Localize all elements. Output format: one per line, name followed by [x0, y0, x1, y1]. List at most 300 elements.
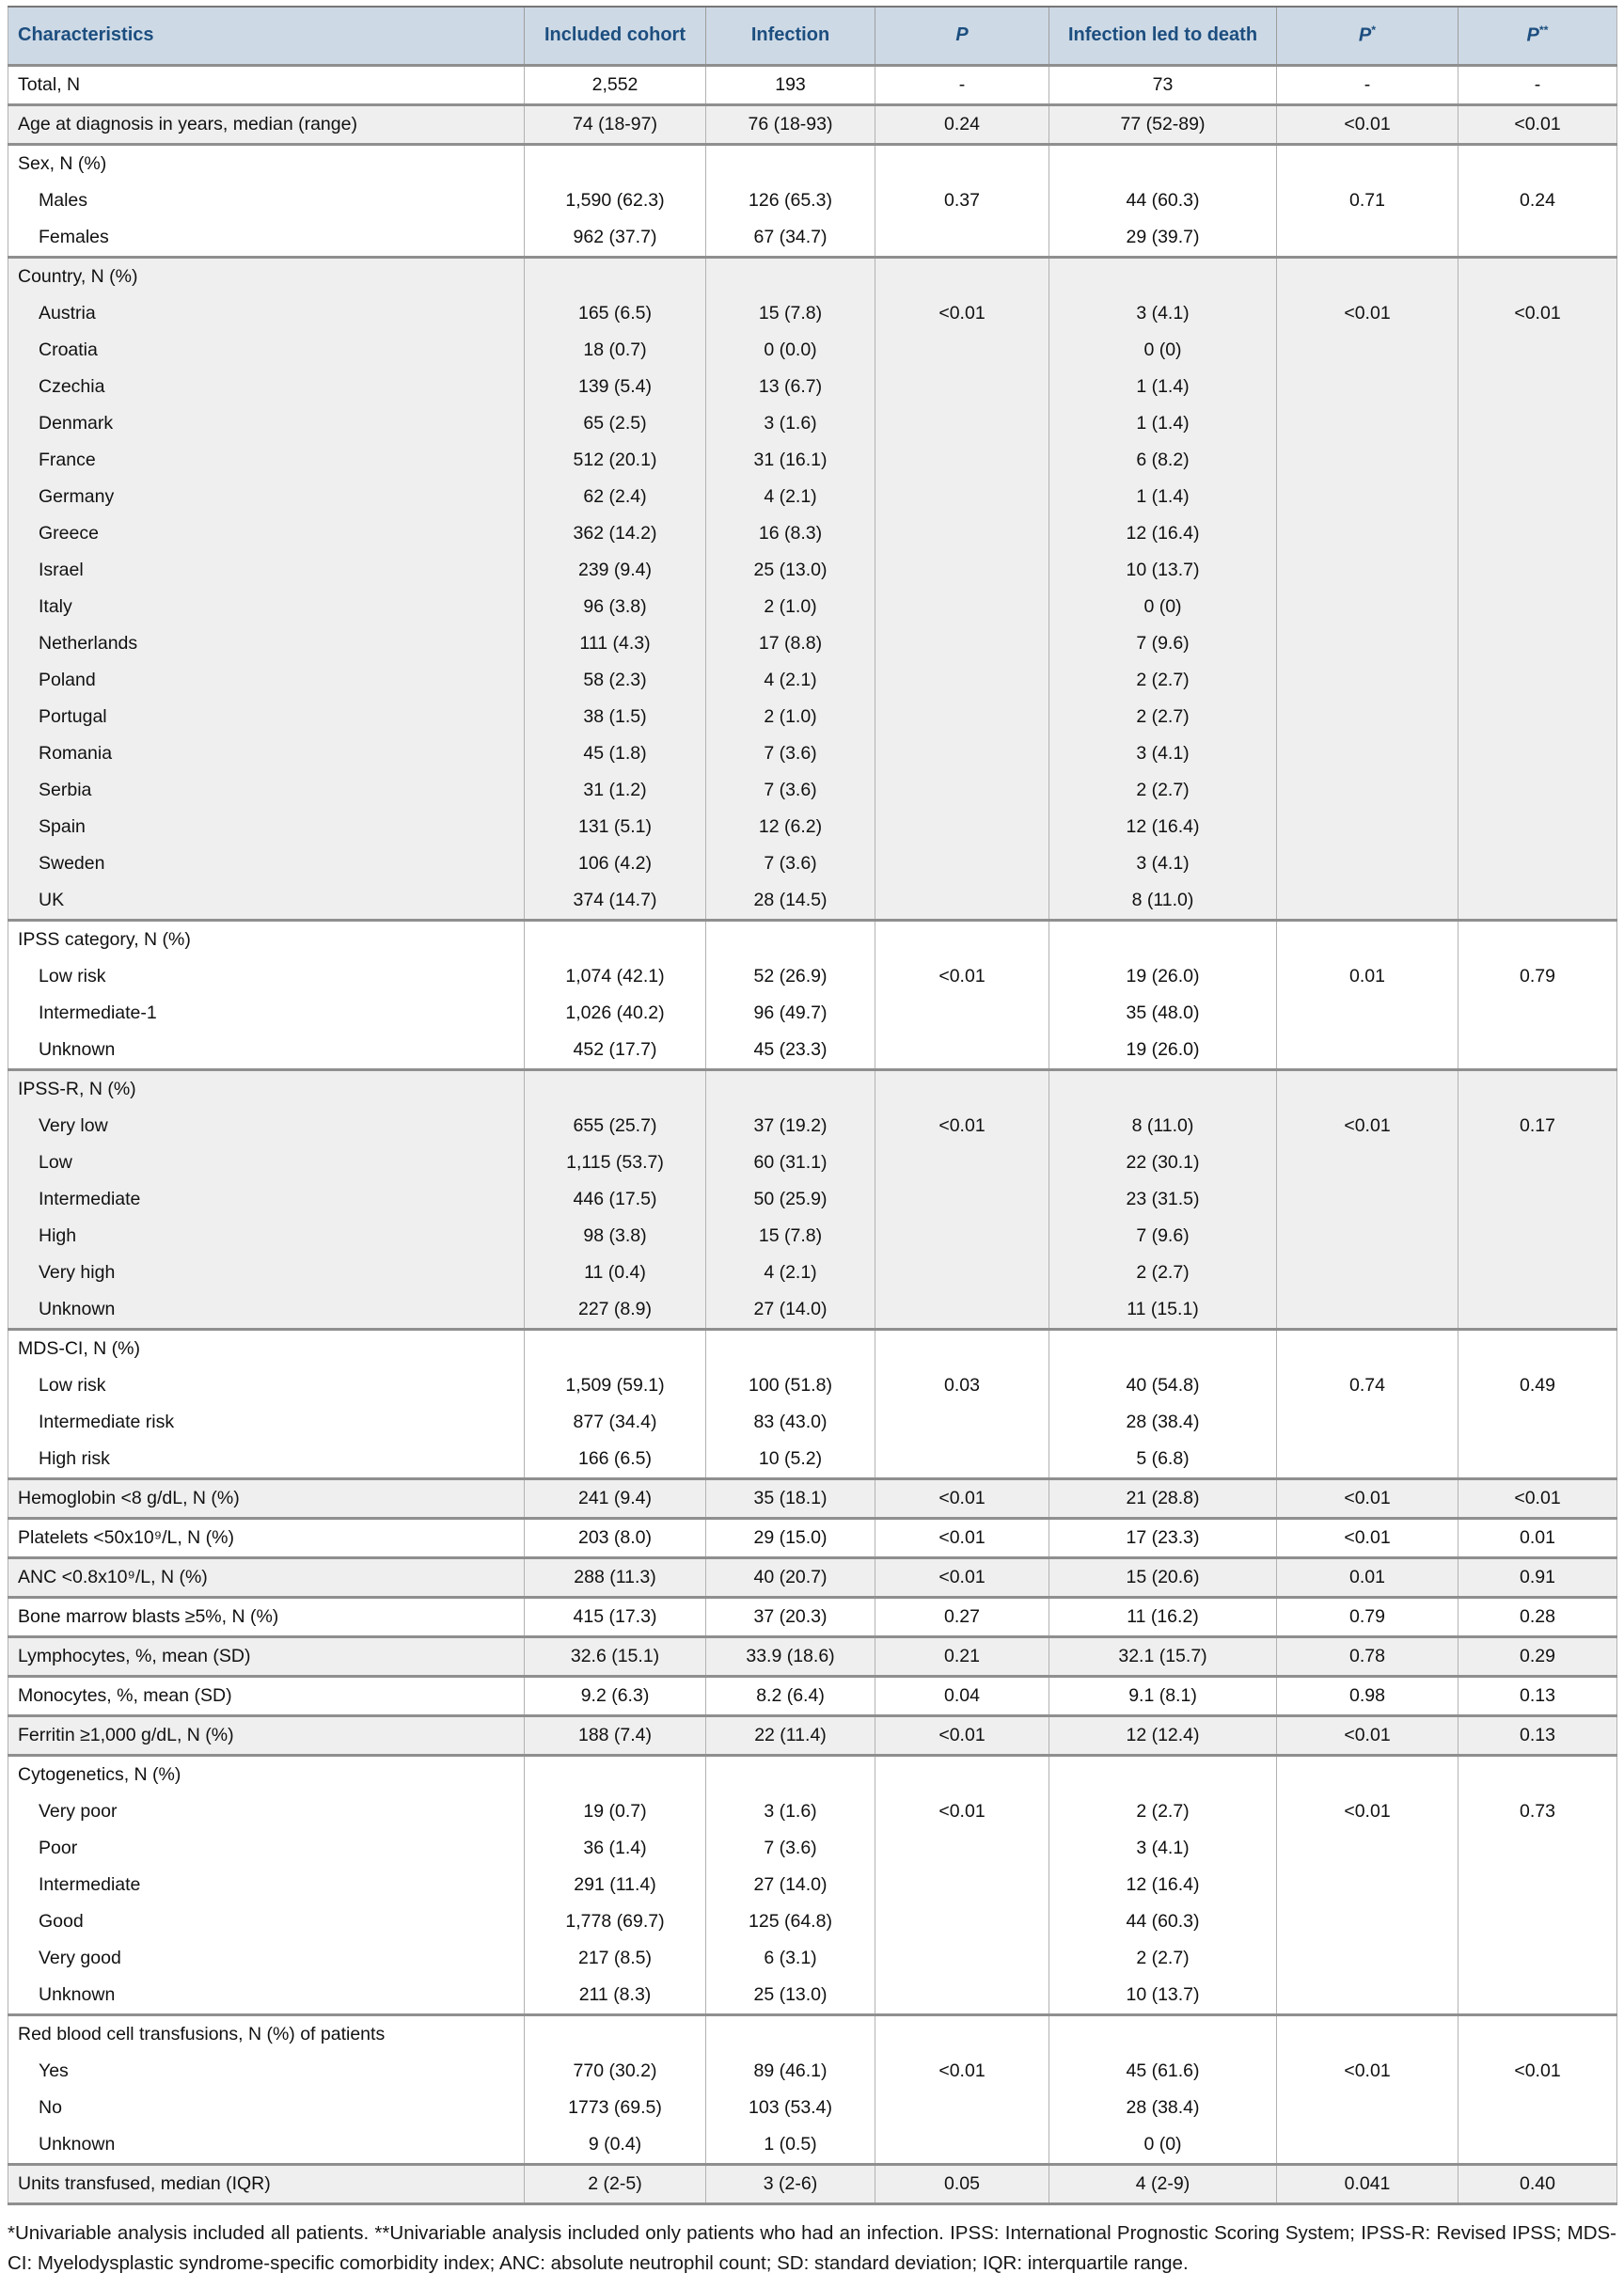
row-label: Very poor: [39, 1800, 118, 1822]
cell-value: 6 (8.2): [1049, 442, 1277, 479]
row-label: ANC <0.8x10⁹/L, N (%): [8, 1558, 525, 1598]
row-label: Israel: [8, 552, 525, 589]
table-row: [8, 882, 1617, 921]
row-label: Portugal: [8, 699, 525, 735]
cell-value: 32.1 (15.7): [1049, 1637, 1277, 1677]
cell-value: 0.01: [1277, 958, 1458, 995]
table-row: [8, 1756, 1617, 1794]
cell-value: [1458, 1181, 1617, 1218]
cell-value: 0.78: [1277, 1637, 1458, 1677]
table-row: [8, 405, 1617, 442]
cell-value: [875, 1940, 1049, 1977]
cell-value: [875, 1756, 1049, 1794]
cell-value: 1 (0.5): [706, 2126, 875, 2165]
cell-value: [1049, 145, 1277, 183]
cell-value: [1277, 1291, 1458, 1330]
cell-value: [1277, 369, 1458, 405]
cell-value: 12 (16.4): [1049, 809, 1277, 845]
row-label: Females: [39, 226, 109, 247]
row-label: Males: [39, 189, 88, 211]
table-section: [8, 1637, 1617, 1677]
cell-value: 9.2 (6.3): [525, 1677, 706, 1716]
cell-value: 131 (5.1): [525, 809, 706, 845]
table-section: [8, 1479, 1617, 1519]
row-label: Sex, N (%): [8, 145, 525, 183]
cell-value: [1277, 1867, 1458, 1903]
cell-value: 23 (31.5): [1049, 1181, 1277, 1218]
cell-value: [875, 1867, 1049, 1903]
table-row: [8, 699, 1617, 735]
cell-value: 0.40: [1458, 2165, 1617, 2204]
cell-value: [525, 258, 706, 296]
cell-value: 0.01: [1458, 1519, 1617, 1558]
characteristics-table: [8, 6, 1617, 2205]
table-row: [8, 2015, 1617, 2054]
table-row: [8, 1181, 1617, 1218]
cell-value: 415 (17.3): [525, 1598, 706, 1637]
row-label: Age at diagnosis in years, median (range): [8, 105, 525, 145]
cell-value: [1277, 882, 1458, 921]
row-label: IPSS-R, N (%): [8, 1070, 525, 1109]
cell-value: [1458, 405, 1617, 442]
cell-value: <0.01: [875, 2053, 1049, 2090]
table-row: [8, 1830, 1617, 1867]
cell-value: 13 (6.7): [706, 369, 875, 405]
cell-value: 12 (12.4): [1049, 1716, 1277, 1756]
cell-value: 0.91: [1458, 1558, 1617, 1598]
cell-value: [1458, 845, 1617, 882]
cell-value: 3 (1.6): [706, 1793, 875, 1830]
cell-value: [1277, 772, 1458, 809]
cell-value: <0.01: [1277, 1108, 1458, 1144]
cell-value: [1277, 258, 1458, 296]
row-label: Lymphocytes, %, mean (SD): [8, 1637, 525, 1677]
cell-value: 19 (26.0): [1049, 958, 1277, 995]
cell-value: 0 (0): [1049, 2126, 1277, 2165]
cell-value: [1277, 442, 1458, 479]
table-row: [8, 66, 1617, 105]
table-row: [8, 2053, 1617, 2090]
cell-value: 11 (15.1): [1049, 1291, 1277, 1330]
cell-value: 60 (31.1): [706, 1144, 875, 1181]
cell-value: 2 (2.7): [1049, 662, 1277, 699]
cell-value: 15 (7.8): [706, 295, 875, 332]
cell-value: 5 (6.8): [1049, 1441, 1277, 1479]
cell-value: [1049, 1330, 1277, 1368]
cell-value: <0.01: [875, 1479, 1049, 1519]
cell-value: [1458, 699, 1617, 735]
cell-value: 65 (2.5): [525, 405, 706, 442]
cell-value: 15 (20.6): [1049, 1558, 1277, 1598]
cell-value: [1277, 1070, 1458, 1109]
row-label: Very good: [39, 1947, 121, 1968]
row-label: Italy: [8, 589, 525, 625]
header-row: [8, 7, 1617, 66]
cell-value: 27 (14.0): [706, 1867, 875, 1903]
cell-value: [1277, 479, 1458, 515]
cell-value: 11 (0.4): [525, 1255, 706, 1291]
cell-value: 98 (3.8): [525, 1218, 706, 1255]
cell-value: 125 (64.8): [706, 1903, 875, 1940]
cell-value: 0.29: [1458, 1637, 1617, 1677]
cell-value: [525, 921, 706, 959]
cell-value: [1277, 625, 1458, 662]
cell-value: 1,778 (69.7): [525, 1903, 706, 1940]
table-row: [8, 2165, 1617, 2204]
row-label: UK: [8, 882, 525, 921]
cell-value: [875, 589, 1049, 625]
cell-value: [1458, 662, 1617, 699]
table-row: [8, 1716, 1617, 1756]
cell-value: [1458, 772, 1617, 809]
cell-value: 2 (2-5): [525, 2165, 706, 2204]
cell-value: [1277, 1977, 1458, 2015]
cell-value: 73: [1049, 66, 1277, 105]
cell-value: [1277, 1940, 1458, 1977]
cell-value: 0.71: [1277, 182, 1458, 219]
table-row: [8, 1070, 1617, 1109]
cell-value: 3 (2-6): [706, 2165, 875, 2204]
cell-value: 19 (0.7): [525, 1793, 706, 1830]
table-section: [8, 1756, 1617, 2015]
cell-value: 9 (0.4): [525, 2126, 706, 2165]
cell-value: [875, 552, 1049, 589]
table-row: [8, 1291, 1617, 1330]
cell-value: [1277, 921, 1458, 959]
row-label: Croatia: [8, 332, 525, 369]
cell-value: 22 (30.1): [1049, 1144, 1277, 1181]
cell-value: 452 (17.7): [525, 1032, 706, 1070]
table-row: [8, 295, 1617, 332]
cell-value: 96 (49.7): [706, 995, 875, 1032]
cell-value: [1277, 1255, 1458, 1291]
cell-value: 8.2 (6.4): [706, 1677, 875, 1716]
cell-value: 62 (2.4): [525, 479, 706, 515]
cell-value: [1458, 2126, 1617, 2165]
table-section: [8, 1070, 1617, 1330]
cell-value: 67 (34.7): [706, 219, 875, 258]
cell-value: 0.01: [1277, 1558, 1458, 1598]
cell-value: [1277, 1330, 1458, 1368]
cell-value: [1458, 625, 1617, 662]
cell-value: [1458, 735, 1617, 772]
table-row: [8, 2126, 1617, 2165]
cell-value: [875, 1291, 1049, 1330]
cell-value: [875, 1441, 1049, 1479]
table-row: [8, 182, 1617, 219]
cell-value: 166 (6.5): [525, 1441, 706, 1479]
cell-value: [875, 1330, 1049, 1368]
cell-value: [1458, 1940, 1617, 1977]
cell-value: 0.49: [1458, 1367, 1617, 1404]
cell-value: [1277, 405, 1458, 442]
row-label: Intermediate: [39, 1873, 141, 1895]
cell-value: 17 (8.8): [706, 625, 875, 662]
cell-value: [1277, 1756, 1458, 1794]
cell-value: [875, 735, 1049, 772]
cell-value: [1458, 1977, 1617, 2015]
cell-value: 3 (4.1): [1049, 1830, 1277, 1867]
cell-value: [875, 1032, 1049, 1070]
cell-value: 19 (26.0): [1049, 1032, 1277, 1070]
cell-value: 211 (8.3): [525, 1977, 706, 2015]
cell-value: 7 (3.6): [706, 735, 875, 772]
table-section: [8, 105, 1617, 145]
cell-value: 0.24: [875, 105, 1049, 145]
cell-value: 1,590 (62.3): [525, 182, 706, 219]
cell-value: [706, 145, 875, 183]
cell-value: 0.05: [875, 2165, 1049, 2204]
cell-value: [1458, 1218, 1617, 1255]
cell-value: [875, 625, 1049, 662]
table-row: [8, 1637, 1617, 1677]
cell-value: [875, 442, 1049, 479]
cell-value: <0.01: [1277, 295, 1458, 332]
table-section: [8, 1558, 1617, 1598]
cell-value: [1458, 1830, 1617, 1867]
cell-value: 8 (11.0): [1049, 882, 1277, 921]
cell-value: 12 (16.4): [1049, 515, 1277, 552]
cell-value: [1277, 589, 1458, 625]
cell-value: [875, 1070, 1049, 1109]
cell-value: [875, 1903, 1049, 1940]
cell-value: 374 (14.7): [525, 882, 706, 921]
cell-value: 0.79: [1458, 958, 1617, 995]
cell-value: [1277, 332, 1458, 369]
cell-value: 3 (4.1): [1049, 845, 1277, 882]
cell-value: <0.01: [1277, 1479, 1458, 1519]
cell-value: [1277, 699, 1458, 735]
table-row: [8, 772, 1617, 809]
cell-value: 31 (16.1): [706, 442, 875, 479]
cell-value: 111 (4.3): [525, 625, 706, 662]
cell-value: <0.01: [1458, 2053, 1617, 2090]
table-row: [8, 662, 1617, 699]
cell-value: [1458, 1144, 1617, 1181]
cell-value: <0.01: [1277, 1793, 1458, 1830]
cell-value: 0.13: [1458, 1677, 1617, 1716]
cell-value: 126 (65.3): [706, 182, 875, 219]
cell-value: 3 (4.1): [1049, 735, 1277, 772]
table-section: [8, 1716, 1617, 1756]
row-label: Platelets <50x10⁹/L, N (%): [8, 1519, 525, 1558]
cell-value: 2 (2.7): [1049, 1940, 1277, 1977]
cell-value: 37 (20.3): [706, 1598, 875, 1637]
cell-value: [706, 921, 875, 959]
cell-value: 50 (25.9): [706, 1181, 875, 1218]
row-label: Cytogenetics, N (%): [8, 1756, 525, 1794]
cell-value: [1458, 1070, 1617, 1109]
row-label: Units transfused, median (IQR): [8, 2165, 525, 2204]
row-label: Yes: [39, 2060, 69, 2081]
cell-value: [525, 2015, 706, 2054]
cell-value: [875, 1404, 1049, 1441]
cell-value: 165 (6.5): [525, 295, 706, 332]
cell-value: [875, 845, 1049, 882]
cell-value: [875, 1830, 1049, 1867]
row-label: France: [8, 442, 525, 479]
cell-value: 100 (51.8): [706, 1367, 875, 1404]
row-label: Monocytes, %, mean (SD): [8, 1677, 525, 1716]
cell-value: 29 (15.0): [706, 1519, 875, 1558]
cell-value: [1049, 258, 1277, 296]
cell-value: [1277, 1218, 1458, 1255]
table-row: [8, 1677, 1617, 1716]
cell-value: 44 (60.3): [1049, 1903, 1277, 1940]
cell-value: 0 (0): [1049, 332, 1277, 369]
cell-value: 3 (1.6): [706, 405, 875, 442]
row-label: Good: [39, 1910, 84, 1932]
table-header: [8, 7, 1617, 66]
cell-value: 217 (8.5): [525, 1940, 706, 1977]
row-label: Intermediate-1: [39, 1002, 157, 1023]
table-row: [8, 1598, 1617, 1637]
table-row: [8, 1977, 1617, 2015]
cell-value: 1 (1.4): [1049, 369, 1277, 405]
cell-value: [875, 405, 1049, 442]
cell-value: [875, 2015, 1049, 2054]
cell-value: 103 (53.4): [706, 2090, 875, 2126]
row-label: Austria: [8, 295, 525, 332]
cell-value: 2 (2.7): [1049, 699, 1277, 735]
cell-value: 241 (9.4): [525, 1479, 706, 1519]
cell-value: 2 (1.0): [706, 699, 875, 735]
cell-value: <0.01: [1458, 105, 1617, 145]
column-header-included-cohort: Included cohort: [525, 7, 706, 66]
cell-value: <0.01: [875, 1716, 1049, 1756]
cell-value: [1458, 479, 1617, 515]
cell-value: 45 (1.8): [525, 735, 706, 772]
cell-value: [1277, 145, 1458, 183]
row-label: Intermediate: [8, 1181, 525, 1218]
cell-value: 1 (1.4): [1049, 479, 1277, 515]
cell-value: [1277, 1032, 1458, 1070]
table-row: [8, 958, 1617, 995]
cell-value: <0.01: [1277, 1716, 1458, 1756]
cell-value: [875, 921, 1049, 959]
row-label: Very low: [8, 1108, 525, 1144]
cell-value: <0.01: [875, 1558, 1049, 1598]
row-label: Poland: [8, 662, 525, 699]
cell-value: <0.01: [875, 1519, 1049, 1558]
cell-value: 21 (28.8): [1049, 1479, 1277, 1519]
cell-value: [1458, 515, 1617, 552]
cell-value: 45 (23.3): [706, 1032, 875, 1070]
cell-value: [1277, 1144, 1458, 1181]
cell-value: 10 (13.7): [1049, 1977, 1277, 2015]
cell-value: 31 (1.2): [525, 772, 706, 809]
cell-value: [1458, 1756, 1617, 1794]
cell-value: [706, 258, 875, 296]
cell-value: 36 (1.4): [525, 1830, 706, 1867]
table-row: [8, 921, 1617, 959]
cell-value: 28 (14.5): [706, 882, 875, 921]
table-row: [8, 332, 1617, 369]
cell-value: [1277, 995, 1458, 1032]
table-section: [8, 1330, 1617, 1479]
cell-value: 83 (43.0): [706, 1404, 875, 1441]
table-section: [8, 66, 1617, 105]
cell-value: 7 (3.6): [706, 845, 875, 882]
row-label: Very high: [8, 1255, 525, 1291]
cell-value: [706, 1756, 875, 1794]
cell-value: [1277, 1181, 1458, 1218]
table-row: [8, 1032, 1617, 1070]
row-label: Netherlands: [8, 625, 525, 662]
cell-value: [1277, 1830, 1458, 1867]
table-section: [8, 2165, 1617, 2204]
cell-value: [1458, 921, 1617, 959]
cell-value: 188 (7.4): [525, 1716, 706, 1756]
cell-value: [1049, 921, 1277, 959]
row-label: Greece: [8, 515, 525, 552]
column-header-characteristics: Characteristics: [8, 7, 525, 66]
cell-value: <0.01: [875, 958, 1049, 995]
cell-value: 0.37: [875, 182, 1049, 219]
table-footnote: *Univariable analysis included all patients. **Univariable analysis included only patients who had an infection. IPSS: International Prognostic Scoring System; IPSS-R: Revised IPSS; MDS-CI: Myelodysplastic syndrome-specific comorbidity index; ANC: absolute neutrophil count; SD: standard deviation; IQR: interquartile range.: [8, 2222, 1616, 2275]
cell-value: [1458, 1330, 1617, 1368]
cell-value: [1458, 1441, 1617, 1479]
cell-value: [875, 258, 1049, 296]
row-label: Unknown: [39, 1983, 116, 2005]
cell-value: [1458, 1032, 1617, 1070]
cell-value: [1277, 2015, 1458, 2054]
cell-value: 2 (1.0): [706, 589, 875, 625]
table-section: [8, 921, 1617, 1070]
cell-value: [1049, 2015, 1277, 2054]
row-label: Unknown: [39, 1038, 116, 1060]
table-row: [8, 1218, 1617, 1255]
cell-value: [875, 2090, 1049, 2126]
cell-value: 2 (2.7): [1049, 1793, 1277, 1830]
cell-value: [875, 515, 1049, 552]
cell-value: 0.98: [1277, 1677, 1458, 1716]
row-label: Hemoglobin <8 g/dL, N (%): [8, 1479, 525, 1519]
cell-value: 96 (3.8): [525, 589, 706, 625]
cell-value: 77 (52-89): [1049, 105, 1277, 145]
cell-value: [1458, 2090, 1617, 2126]
table-row: [8, 1793, 1617, 1830]
table-row: [8, 1867, 1617, 1903]
cell-value: 89 (46.1): [706, 2053, 875, 2090]
table-row: [8, 809, 1617, 845]
cell-value: 0.74: [1277, 1367, 1458, 1404]
table-row: [8, 258, 1617, 296]
cell-value: [875, 1977, 1049, 2015]
row-label: Serbia: [8, 772, 525, 809]
cell-value: [875, 145, 1049, 183]
row-label: Unknown: [39, 2133, 116, 2155]
table-section: [8, 1677, 1617, 1716]
cell-value: 7 (3.6): [706, 1830, 875, 1867]
cell-value: 1,026 (40.2): [525, 995, 706, 1032]
cell-value: 3 (4.1): [1049, 295, 1277, 332]
cell-value: [1277, 552, 1458, 589]
cell-value: 203 (8.0): [525, 1519, 706, 1558]
cell-value: 25 (13.0): [706, 1977, 875, 2015]
cell-value: 0 (0): [1049, 589, 1277, 625]
row-label: Country, N (%): [8, 258, 525, 296]
table-section: [8, 2015, 1617, 2165]
cell-value: [706, 1330, 875, 1368]
cell-value: [1458, 442, 1617, 479]
cell-value: [1458, 1291, 1617, 1330]
row-label: Unknown: [8, 1291, 525, 1330]
cell-value: 655 (25.7): [525, 1108, 706, 1144]
table-row: [8, 1367, 1617, 1404]
cell-value: [875, 772, 1049, 809]
cell-value: 0.041: [1277, 2165, 1458, 2204]
